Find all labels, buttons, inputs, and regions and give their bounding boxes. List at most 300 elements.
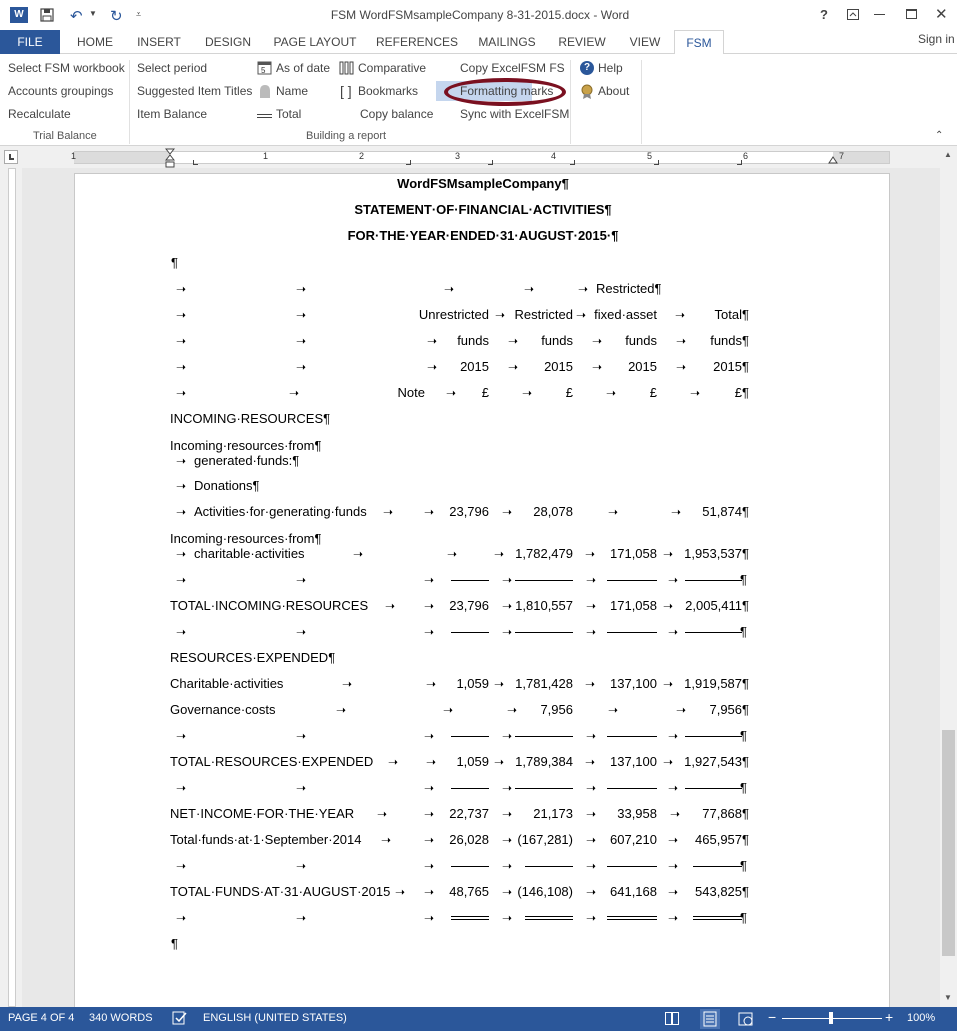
tab-arrow: ➝ <box>176 573 187 587</box>
subtotal-rule <box>607 632 657 633</box>
tab-arrow: ➝ <box>424 859 435 873</box>
tab-arrow: ➝ <box>296 282 307 296</box>
tab-arrow: ➝ <box>676 703 687 717</box>
tab-arrow: ➝ <box>586 625 597 639</box>
tab-arrow: ➝ <box>586 833 597 847</box>
governance-restricted: 7,956 <box>540 702 573 717</box>
tab-arrow: ➝ <box>176 308 187 322</box>
title-bar <box>0 0 957 30</box>
subtotal-rule <box>515 736 573 737</box>
header-restricted-funds: Restricted <box>514 307 573 322</box>
formatting-marks-button[interactable]: Formatting marks <box>460 84 554 98</box>
tab-arrow: ➝ <box>377 807 388 821</box>
undo-dropdown-icon[interactable]: ▼ <box>89 9 97 18</box>
tab-arrow: ➝ <box>663 547 674 561</box>
select-period-button[interactable]: Select period <box>137 61 208 75</box>
tab-arrow: ➝ <box>176 360 187 374</box>
tab-arrow: ➝ <box>427 334 438 348</box>
charitable-restricted: 1,782,479 <box>515 546 573 561</box>
tab-arrow: ➝ <box>424 833 435 847</box>
funds-start-restricted: (167,281) <box>517 832 573 847</box>
tab-arrow: ➝ <box>296 859 307 873</box>
tab-arrow: ➝ <box>502 625 513 639</box>
tab-home[interactable]: HOME <box>77 35 113 49</box>
tab-arrow: ➝ <box>388 755 399 769</box>
incoming-from-label: Incoming·resources·from¶ <box>170 531 322 546</box>
tab-arrow: ➝ <box>592 360 603 374</box>
net-income-label: NET·INCOME·FOR·THE·YEAR <box>170 806 355 821</box>
tab-arrow: ➝ <box>424 807 435 821</box>
activities-restricted: 28,078 <box>533 504 573 519</box>
scroll-down-icon[interactable]: ▼ <box>944 993 952 1002</box>
subtotal-rule <box>685 580 742 581</box>
tab-arrow: ➝ <box>668 625 679 639</box>
tab-arrow: ➝ <box>296 625 307 639</box>
tab-arrow: ➝ <box>176 911 187 925</box>
customize-toolbar-icon[interactable]: ⩡ <box>136 9 142 19</box>
zoom-slider-thumb[interactable] <box>829 1012 833 1024</box>
tab-arrow: ➝ <box>676 360 687 374</box>
activities-total: 51,874¶ <box>702 504 749 519</box>
ruler-mark: 5 <box>647 151 653 161</box>
total-incoming-unrestricted: 23,796 <box>449 598 489 613</box>
tab-arrow: ➝ <box>578 282 589 296</box>
word-app-icon[interactable]: W <box>10 7 28 23</box>
pilcrow: ¶ <box>740 624 747 639</box>
tab-arrow: ➝ <box>395 885 406 899</box>
tab-arrow: ➝ <box>690 386 701 400</box>
empty-paragraph: ¶ <box>171 255 178 270</box>
tab-mailings[interactable]: MAILINGS <box>478 35 536 49</box>
tab-stop[interactable] <box>654 160 659 165</box>
tab-arrow: ➝ <box>586 911 597 925</box>
header-funds: funds <box>457 333 489 348</box>
tab-arrow: ➝ <box>586 599 597 613</box>
tab-arrow: ➝ <box>502 573 513 587</box>
maximize-icon[interactable] <box>906 9 917 19</box>
name-tag-icon <box>258 84 272 100</box>
sync-with-excelfsm-button[interactable]: Sync with ExcelFSM <box>460 107 570 121</box>
tab-arrow: ➝ <box>502 781 513 795</box>
svg-text:5: 5 <box>261 66 266 75</box>
tab-arrow: ➝ <box>502 505 513 519</box>
tab-arrow: ➝ <box>289 386 300 400</box>
comparative-icon <box>339 61 355 75</box>
ruler-mark: 7 <box>839 151 845 161</box>
header-currency: £ <box>649 385 657 400</box>
horizontal-ruler[interactable] <box>0 146 957 168</box>
tab-view[interactable]: VIEW <box>629 35 661 49</box>
tab-arrow: ➝ <box>524 282 535 296</box>
ruler-left-margin <box>74 152 170 163</box>
funds-start-label: Total·funds·at·1·September·2014 <box>170 832 362 847</box>
about-icon <box>581 84 593 100</box>
header-currency: £ <box>565 385 573 400</box>
group-label-building-report: Building a report <box>306 130 387 142</box>
tab-arrow: ➝ <box>668 859 679 873</box>
tab-arrow: ➝ <box>508 334 519 348</box>
tab-arrow: ➝ <box>668 729 679 743</box>
header-currency: £ <box>481 385 489 400</box>
tab-arrow: ➝ <box>608 505 619 519</box>
ruler-mark: 6 <box>743 151 749 161</box>
header-total: Total¶ <box>714 307 749 322</box>
vertical-ruler <box>0 168 22 1007</box>
funds-start-fixed-asset: 607,210 <box>610 832 657 847</box>
tab-arrow: ➝ <box>494 677 505 691</box>
funds-end-fixed-asset: 641,168 <box>610 884 657 899</box>
scrollbar-thumb[interactable] <box>942 730 955 956</box>
tab-arrow: ➝ <box>446 386 457 400</box>
tab-arrow: ➝ <box>353 547 364 561</box>
header-restricted: Restricted¶ <box>596 281 662 296</box>
tab-stop[interactable] <box>406 160 411 165</box>
tab-arrow: ➝ <box>502 807 513 821</box>
incoming-from-label: Incoming·resources·from¶ <box>170 438 322 453</box>
charitable-activities-unrestricted: 1,059 <box>456 676 489 691</box>
grand-total-rule <box>693 916 742 920</box>
governance-total: 7,956¶ <box>709 702 749 717</box>
tab-arrow: ➝ <box>676 334 687 348</box>
tab-arrow: ➝ <box>494 547 505 561</box>
header-year: 2015 <box>460 359 489 374</box>
tab-arrow: ➝ <box>586 573 597 587</box>
tab-arrow: ➝ <box>586 781 597 795</box>
as-of-date-button[interactable]: As of date <box>276 61 331 75</box>
tab-arrow: ➝ <box>342 677 353 691</box>
undo-icon[interactable]: ↶ <box>70 8 83 25</box>
funds-start-total: 465,957¶ <box>695 832 749 847</box>
pilcrow: ¶ <box>740 572 747 587</box>
tab-arrow: ➝ <box>296 360 307 374</box>
tab-stop[interactable] <box>737 160 742 165</box>
ribbon-separator <box>641 60 642 144</box>
tab-arrow: ➝ <box>176 859 187 873</box>
tab-arrow: ➝ <box>606 386 617 400</box>
indent-marker[interactable] <box>165 148 175 170</box>
tab-arrow: ➝ <box>426 755 437 769</box>
subtotal-rule <box>607 736 657 737</box>
accounts-groupings-button[interactable]: Accounts groupings <box>8 84 114 98</box>
total-expended-fixed-asset: 137,100 <box>610 754 657 769</box>
tab-arrow: ➝ <box>383 505 394 519</box>
sign-in-link[interactable]: Sign in <box>918 32 955 46</box>
tab-page-layout[interactable]: PAGE LAYOUT <box>273 35 357 49</box>
tab-arrow: ➝ <box>176 386 187 400</box>
expended-heading: RESOURCES·EXPENDED¶ <box>170 650 336 665</box>
tab-arrow: ➝ <box>424 505 435 519</box>
tab-arrow: ➝ <box>176 282 187 296</box>
net-income-fixed-asset: 33,958 <box>617 806 657 821</box>
tab-arrow: ➝ <box>176 454 187 468</box>
tab-review[interactable]: REVIEW <box>558 35 606 49</box>
copy-excelfsm-fs-button[interactable]: Copy ExcelFSM FS <box>460 61 565 75</box>
tab-arrow: ➝ <box>586 729 597 743</box>
tab-stop[interactable] <box>193 160 198 165</box>
tab-arrow: ➝ <box>675 308 686 322</box>
redo-icon[interactable]: ↻ <box>110 8 123 25</box>
tab-arrow: ➝ <box>663 755 674 769</box>
governance-label: Governance·costs <box>170 702 276 717</box>
tab-arrow: ➝ <box>502 911 513 925</box>
total-expended-unrestricted: 1,059 <box>456 754 489 769</box>
funds-start-unrestricted: 26,028 <box>449 832 489 847</box>
header-year: 2015¶ <box>713 359 749 374</box>
about-button[interactable]: About <box>598 84 630 98</box>
tab-arrow: ➝ <box>336 703 347 717</box>
window-title: FSM WordFSMsampleCompany 8-31-2015.docx - Word <box>330 8 630 22</box>
tab-file[interactable]: FILE <box>0 30 60 54</box>
ruler-mark: 3 <box>455 151 461 161</box>
comparative-button[interactable]: Comparative <box>358 61 427 75</box>
charitable-total: 1,953,537¶ <box>684 546 749 561</box>
zoom-in-icon[interactable]: + <box>885 1009 894 1025</box>
charitable-fixed-asset: 171,058 <box>610 546 657 561</box>
ruler-mark: 2 <box>359 151 365 161</box>
close-icon[interactable]: ✕ <box>935 6 948 23</box>
copy-balance-button[interactable]: Copy balance <box>360 107 434 121</box>
tab-arrow: ➝ <box>608 703 619 717</box>
charitable-activities-fixed-asset: 137,100 <box>610 676 657 691</box>
subtotal-rule <box>515 788 573 789</box>
header-funds: funds¶ <box>710 333 749 348</box>
tab-arrow: ➝ <box>502 859 513 873</box>
charitable-activities-label: Charitable·activities <box>170 676 284 691</box>
grand-total-rule <box>607 916 657 920</box>
tab-arrow: ➝ <box>586 807 597 821</box>
document-page[interactable] <box>74 173 890 1007</box>
tab-arrow: ➝ <box>502 833 513 847</box>
tab-selector[interactable] <box>4 150 18 164</box>
net-income-unrestricted: 22,737 <box>449 806 489 821</box>
tab-arrow: ➝ <box>296 729 307 743</box>
total-incoming-restricted: 1,810,557 <box>515 598 573 613</box>
tab-arrow: ➝ <box>663 599 674 613</box>
tab-fsm[interactable]: FSM <box>674 30 724 55</box>
subtotal-rule <box>685 788 742 789</box>
subtotal-rule <box>685 632 742 633</box>
tab-arrow: ➝ <box>447 547 458 561</box>
subtotal-rule <box>525 866 573 867</box>
tab-arrow: ➝ <box>427 360 438 374</box>
subtotal-rule <box>515 632 573 633</box>
tab-arrow: ➝ <box>663 677 674 691</box>
tab-arrow: ➝ <box>176 334 187 348</box>
calendar-icon <box>257 60 273 76</box>
save-icon[interactable] <box>40 8 54 22</box>
fsm-ribbon <box>0 54 957 146</box>
tab-arrow: ➝ <box>424 911 435 925</box>
header-funds: funds <box>541 333 573 348</box>
tab-arrow: ➝ <box>424 781 435 795</box>
subtotal-rule <box>607 580 657 581</box>
tab-arrow: ➝ <box>176 547 187 561</box>
total-line-icon <box>257 114 272 118</box>
print-layout-icon[interactable] <box>700 1009 720 1029</box>
subtotal-rule <box>685 736 742 737</box>
subtotal-rule <box>451 736 489 737</box>
tab-arrow: ➝ <box>668 781 679 795</box>
tab-arrow: ➝ <box>668 885 679 899</box>
vertical-scrollbar[interactable] <box>940 146 957 1007</box>
tab-arrow: ➝ <box>586 885 597 899</box>
pilcrow: ¶ <box>740 780 747 795</box>
charitable-label: charitable·activities <box>194 546 305 561</box>
collapse-ribbon-icon[interactable]: ⌃ <box>935 130 944 141</box>
tab-arrow: ➝ <box>381 833 392 847</box>
subtotal-rule <box>451 788 489 789</box>
grand-total-rule <box>451 916 489 920</box>
generated-funds-label: generated·funds:¶ <box>194 453 300 468</box>
funds-end-total: 543,825¶ <box>695 884 749 899</box>
tab-arrow: ➝ <box>296 781 307 795</box>
recalculate-button[interactable]: Recalculate <box>8 107 71 121</box>
total-incoming-fixed-asset: 171,058 <box>610 598 657 613</box>
activities-label: Activities·for·generating·funds <box>194 504 367 519</box>
charitable-activities-total: 1,919,587¶ <box>684 676 749 691</box>
tab-arrow: ➝ <box>502 729 513 743</box>
ribbon-display-options-icon[interactable] <box>847 9 859 20</box>
grand-total-rule <box>525 916 573 920</box>
incoming-heading: INCOMING·RESOURCES¶ <box>170 411 331 426</box>
subtotal-rule <box>515 580 573 581</box>
subtotal-rule <box>693 866 742 867</box>
word-count[interactable]: 340 WORDS <box>89 1012 153 1024</box>
suggested-item-titles-button[interactable]: Suggested Item Titles <box>137 84 253 98</box>
read-mode-icon[interactable] <box>665 1012 679 1025</box>
ruler-mark: 4 <box>551 151 557 161</box>
pilcrow: ¶ <box>740 858 747 873</box>
subtotal-rule <box>451 580 489 581</box>
page-count[interactable]: PAGE 4 OF 4 <box>8 1012 75 1024</box>
bookmark-icon: [ ] <box>340 83 352 99</box>
tab-arrow: ➝ <box>585 755 596 769</box>
tab-references[interactable]: REFERENCES <box>375 35 458 49</box>
donations-label: Donations¶ <box>194 478 260 493</box>
status-bar <box>0 1007 957 1031</box>
net-income-total: 77,868¶ <box>702 806 749 821</box>
activities-unrestricted: 23,796 <box>449 504 489 519</box>
tab-arrow: ➝ <box>424 885 435 899</box>
statement-title: STATEMENT·OF·FINANCIAL·ACTIVITIES¶ <box>354 202 612 217</box>
tab-insert[interactable]: INSERT <box>137 35 181 49</box>
tab-arrow: ➝ <box>443 703 454 717</box>
ruler-mark: 1 <box>71 151 77 161</box>
zoom-out-icon[interactable]: − <box>768 1009 777 1025</box>
tab-arrow: ➝ <box>670 807 681 821</box>
tab-arrow: ➝ <box>296 334 307 348</box>
header-unrestricted: Unrestricted <box>418 307 489 322</box>
subtotal-rule <box>607 788 657 789</box>
tab-arrow: ➝ <box>176 479 187 493</box>
funds-end-label: TOTAL·FUNDS·AT·31·AUGUST·2015 <box>170 884 391 899</box>
right-indent-marker[interactable] <box>828 156 838 164</box>
subtotal-rule <box>607 866 657 867</box>
tab-arrow: ➝ <box>671 505 682 519</box>
tab-arrow: ➝ <box>424 599 435 613</box>
tab-arrow: ➝ <box>668 573 679 587</box>
pilcrow: ¶ <box>740 910 747 925</box>
subtotal-rule <box>451 632 489 633</box>
total-incoming-total: 2,005,411¶ <box>685 598 749 613</box>
tab-stop[interactable] <box>570 160 575 165</box>
tab-arrow: ➝ <box>444 282 455 296</box>
header-funds: funds <box>625 333 657 348</box>
net-income-restricted: 21,173 <box>533 806 573 821</box>
header-year: 2015 <box>628 359 657 374</box>
header-currency: £¶ <box>734 385 749 400</box>
header-note: Note <box>397 385 425 400</box>
tab-arrow: ➝ <box>585 677 596 691</box>
total-incoming-label: TOTAL·INCOMING·RESOURCES <box>170 598 369 613</box>
company-name: WordFSMsampleCompany¶ <box>397 176 569 191</box>
tab-arrow: ➝ <box>522 386 533 400</box>
header-fixed-asset: fixed·asset <box>594 307 657 322</box>
tab-arrow: ➝ <box>176 781 187 795</box>
funds-end-restricted: (146,108) <box>517 884 573 899</box>
tab-arrow: ➝ <box>424 573 435 587</box>
total-expended-total: 1,927,543¶ <box>684 754 749 769</box>
tab-arrow: ➝ <box>576 308 587 322</box>
tab-arrow: ➝ <box>176 729 187 743</box>
tab-design[interactable]: DESIGN <box>204 35 251 49</box>
help-icon: ? <box>580 61 594 75</box>
total-expended-label: TOTAL·RESOURCES·EXPENDED <box>170 754 374 769</box>
bookmarks-button[interactable]: Bookmarks <box>358 84 419 98</box>
tab-arrow: ➝ <box>507 703 518 717</box>
language-indicator[interactable]: ENGLISH (UNITED STATES) <box>203 1012 347 1024</box>
proofing-icon[interactable] <box>172 1011 188 1025</box>
tab-arrow: ➝ <box>296 308 307 322</box>
tab-arrow: ➝ <box>586 859 597 873</box>
tab-stop[interactable] <box>488 160 493 165</box>
ruler-mark: 1 <box>263 151 269 161</box>
subtotal-rule <box>451 866 489 867</box>
tab-arrow: ➝ <box>502 885 513 899</box>
header-year: 2015 <box>544 359 573 374</box>
scroll-up-icon[interactable]: ▲ <box>944 150 952 159</box>
ribbon-tabs <box>0 30 957 54</box>
name-button[interactable]: Name <box>276 84 309 98</box>
total-expended-restricted: 1,789,384 <box>515 754 573 769</box>
tab-arrow: ➝ <box>668 911 679 925</box>
funds-end-unrestricted: 48,765 <box>449 884 489 899</box>
document-area[interactable] <box>0 168 940 1007</box>
ribbon-separator <box>129 60 130 144</box>
tab-arrow: ➝ <box>508 360 519 374</box>
tab-arrow: ➝ <box>502 599 513 613</box>
help-button[interactable]: ? <box>820 7 828 22</box>
fsm-help-button[interactable]: Help <box>598 61 623 75</box>
charitable-activities-restricted: 1,781,428 <box>515 676 573 691</box>
ribbon-separator <box>570 60 571 144</box>
tab-arrow: ➝ <box>296 911 307 925</box>
tab-arrow: ➝ <box>592 334 603 348</box>
select-fsm-workbook-button[interactable]: Select FSM workbook <box>8 61 125 75</box>
final-pilcrow: ¶ <box>171 936 178 951</box>
period-title: FOR·THE·YEAR·ENDED·31·AUGUST·2015·¶ <box>347 228 619 243</box>
tab-arrow: ➝ <box>494 755 505 769</box>
group-label-trial-balance: Trial Balance <box>33 130 97 142</box>
tab-arrow: ➝ <box>495 308 506 322</box>
minimize-icon[interactable] <box>874 14 885 15</box>
pilcrow: ¶ <box>740 728 747 743</box>
web-layout-icon[interactable] <box>738 1011 754 1027</box>
item-balance-button[interactable]: Item Balance <box>137 107 208 121</box>
tab-arrow: ➝ <box>176 625 187 639</box>
total-button[interactable]: Total <box>276 107 302 121</box>
zoom-level[interactable]: 100% <box>907 1012 936 1024</box>
